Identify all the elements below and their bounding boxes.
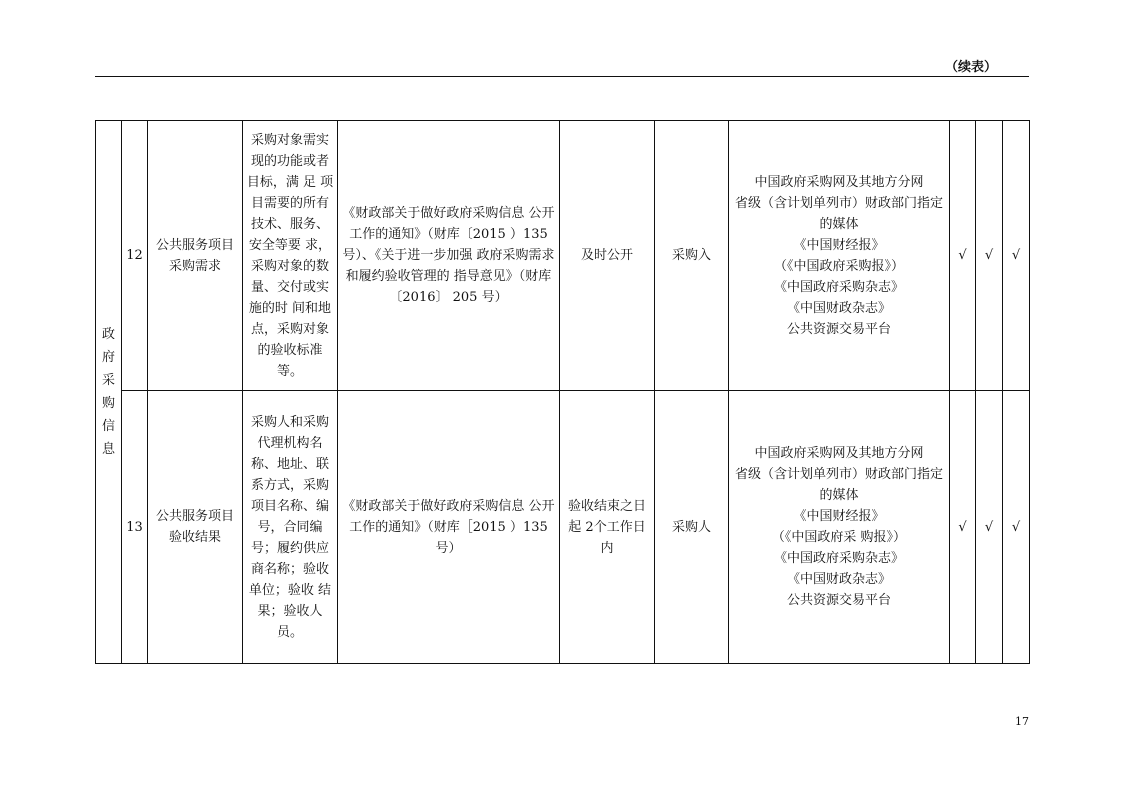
item-name: 公共服务项目验收结果 <box>148 391 243 664</box>
check-mark: √ <box>976 391 1003 664</box>
row-number: 13 <box>122 391 148 664</box>
channel-item: 《中国财政杂志》 <box>786 300 891 316</box>
disclosure-channels <box>729 121 950 391</box>
channel-item: 中国政府采购网及其地方分网 <box>754 446 924 461</box>
channel-item: 《中国财经报》 <box>793 237 885 253</box>
channel-item: 《中国财政杂志》 <box>786 572 891 587</box>
channel-item: 公共资源交易平台 <box>786 593 891 608</box>
channel-item: 《中国政府采购杂志》 <box>773 551 904 566</box>
disclosure-content: 采购人和采购代理机构名称、地址、联 系方式，采购项目名称、编号，合同编 号；履约供应商名称；验收单位；验收 结果；验收人员。 <box>243 391 338 664</box>
check-mark: √ <box>950 391 976 664</box>
table-row <box>96 391 1030 664</box>
item-name: 公共服务项目采购需求 <box>148 121 243 391</box>
disclosure-basis: 《财政部关于做好政府采购信息 公开工作的通知》（财库［2015 ）135 号） <box>338 391 560 664</box>
channel-item: 《中国政府采购杂志》 <box>773 279 904 295</box>
channel-item: （《中国政府采 购报》） <box>771 530 907 545</box>
disclosure-timeline: 验收结束之日起 2个工作日内 <box>560 391 655 664</box>
channel-item: （《中国政府采购报》） <box>773 258 904 274</box>
continued-table-label: （续表） <box>945 60 998 75</box>
table-row <box>96 121 1030 391</box>
row-number: 12 <box>122 121 148 391</box>
disclosure-subject: 采购入 <box>655 121 729 391</box>
header-rule <box>95 76 1029 77</box>
channel-item: 公共资源交易平台 <box>786 321 891 337</box>
page-number: 17 <box>1015 715 1029 728</box>
disclosure-subject: 采购人 <box>655 391 729 664</box>
disclosure-channels <box>729 391 950 664</box>
check-mark: √ <box>976 121 1003 391</box>
disclosure-content: 采购对象需实现的功能或者目标，满 足 项目需要的所有技术、服务、安全等要 求，采购对象的数量、交付或实施的时 间和地点，采购对象的验收标准等。 <box>243 121 338 391</box>
check-mark: √ <box>1003 391 1030 664</box>
check-mark: √ <box>1003 121 1030 391</box>
channel-item: 《中国财经报》 <box>793 509 885 524</box>
check-mark: √ <box>950 121 976 391</box>
disclosure-table <box>95 120 1030 664</box>
channel-item: 中国政府采购网及其地方分网 <box>754 174 924 190</box>
category-cell <box>96 121 122 664</box>
disclosure-timeline: 及时公开 <box>560 121 655 391</box>
category-label: 政府采购信息 <box>101 327 115 457</box>
channel-item: 省级（含计划单列市）财政部门指定的媒体 <box>734 195 943 232</box>
channel-item: 省级（含计划单列市）财政部门指定的媒体 <box>734 467 943 503</box>
disclosure-basis: 《财政部关于做好政府采购信息 公开工作的通知》（财库〔2015 ）135 号）、《关于进一步加强 政府采购需求和履约验收管理的 指导意见》（财库〔2016〕 205 号） <box>338 121 560 391</box>
